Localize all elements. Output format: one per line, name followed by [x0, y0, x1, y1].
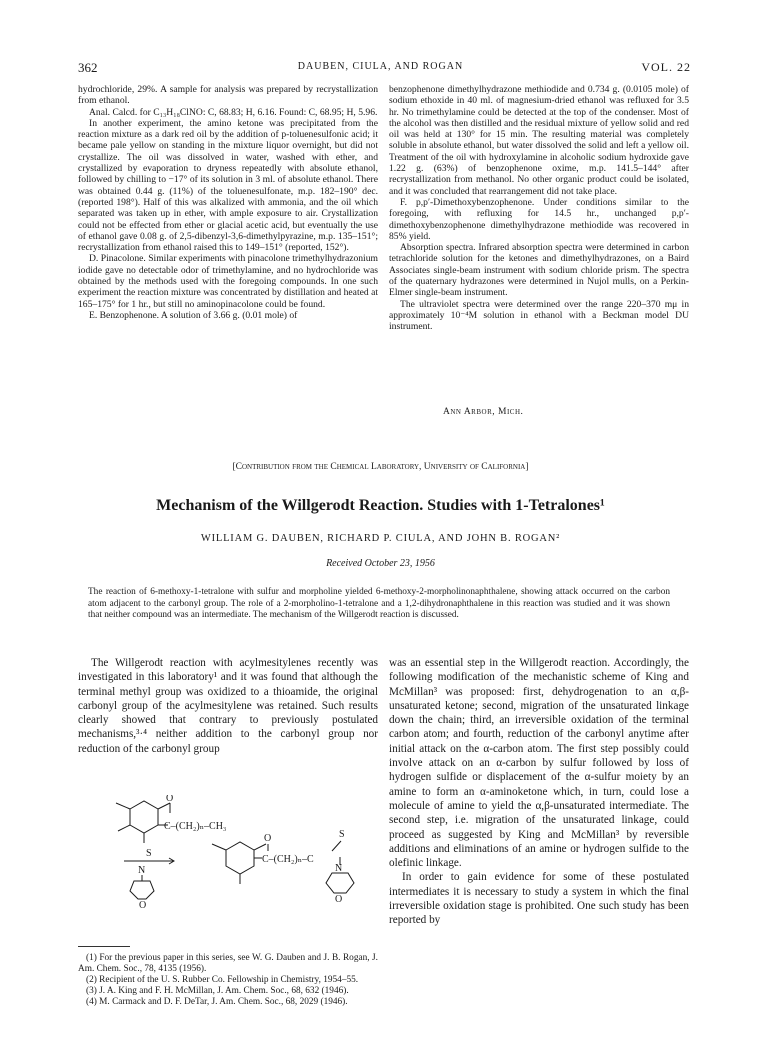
footnote: (3) J. A. King and F. H. McMillan, J. Am. Chem. Soc., 68, 632 (1946). — [86, 986, 349, 996]
body-right-column — [389, 656, 689, 928]
paragraph: E. Benzophenone. A solution of 3.66 g. (0.01 mole) of — [89, 309, 298, 321]
article-title: Mechanism of the Willgerodt Reaction. Studies with 1-Tetralones¹ — [156, 497, 605, 514]
paragraph: The ultraviolet spectra were determined over the range 220–370 mμ in approximately 10⁻⁴M solution in ethanol with a Beckman model DU instrument. — [389, 298, 689, 333]
body-left-column — [78, 656, 378, 756]
paragraph: The Willgerodt reaction with acylmesitylenes recently was investigated in this laboratory¹ and it was found that although the terminal methyl group was oxidized to a thioamide, the original carbonyl group of the acylmesitylene was retained. Such results clearly showed that contrary to previously postulated mechanisms,³·⁴ neither addition to the carbonyl group nor reduction of the carbonyl group — [78, 657, 378, 755]
footnote-rule — [78, 946, 130, 947]
morpholine-oxygen: O — [335, 894, 343, 905]
contribution-line: [Contribution from the Chemical Laboratory, University of California] — [232, 462, 529, 472]
top-left-column — [78, 84, 378, 321]
paragraph: was an essential step in the Willgerodt reaction. Accordingly, the following modification of the mechanistic scheme of King and McMillan³ was proposed: first, dehydrogenation to an α,β-unsaturated ketone; second, migration of the unsaturated linkage down the chain; third, an irreversible oxidation of the terminal carbon atom; and fourth, reduction of the carbonyl anytime after initial attack on the α-carbon atom. The first step possibly could involve attack on an α-carbon by sulfur followed by loss of hydrogen sulfide or displacement of the α-sulfur moiety by an amine to form an α-aminoketone which, in turn, could lose a molecule of amine to yield the α,β-unsaturated intermediate. The second step, i.e. migration of the unsaturated linkage, could proceed as suggested by King and McMillan³ by reversible additions and eliminations of an amine or hydrogen sulfide to the olefinic linkage. — [389, 657, 689, 870]
paragraph: D. Pinacolone. Similar experiments with pinacolone trimethylhydrazonium iodide gave no detectable odor of trimethylamine, and no hydrochloride was obtained by the methods used with the foregoing compounds. In one such experiment the reaction mixture was concentrated by distillation and heated at 165–175° for 1 hr., but still no aminopinacolone could be found. — [78, 253, 378, 310]
footnote: (4) M. Carmack and D. F. DeTar, J. Am. Chem. Soc., 68, 2029 (1946). — [86, 997, 348, 1007]
chain-label: C–(CH₂)ₙ–CH₃ — [164, 821, 227, 832]
reaction-scheme — [108, 795, 378, 935]
oxygen-label: O — [264, 833, 272, 844]
footnote: (2) Recipient of the U. S. Rubber Co. Fellowship in Chemistry, 1954–55. — [86, 975, 359, 985]
footnotes — [78, 953, 378, 1008]
oxygen-label: O — [166, 795, 174, 804]
paragraph: In another experiment, the amino ketone was precipitated from the reaction mixture as a dark red oil by the addition of p-toluenesulfonic acid; it became pale yellow on standing in the mixture liquor overnight, but did not crystallize. The oil was dissolved in water, washed with ether, and crystallized by evaporation to dryness repeatedly with absolute ethanol, followed by chilling to −17° of its solution in 3 ml. of absolute ethanol. There was obtained 0.44 g. (11%) of the toluenesulfonate, m.p. 182–190° dec. (reported 198°). Half of this was alkalized with ammonia, and the oil which separated was taken up in ether, with ample exposure to air. Crystallization could not be effected from ether or glacial acetic acid, but eventually the use of ethanol gave 0.08 g. of 2,5-dibenzyl-3,6-dimethylpyrazine, m.p. 135–151°; recrystallization from ethanol raised this to 149–151° (reported, 152°). — [78, 117, 378, 254]
benzene-ring-1 — [130, 801, 158, 833]
running-title: DAUBEN, CIULA, AND ROGAN — [297, 61, 464, 72]
morpholine-oxygen: O — [139, 900, 147, 911]
footnote: (1) For the previous paper in this series, see W. G. Dauben and J. B. Rogan, J. Am. Chem. Soc., 78, 4135 (1956). — [78, 953, 378, 974]
received-date: Received October 23, 1956 — [326, 558, 435, 569]
paragraph: In order to gain evidence for some of these postulated intermediates it is necessary to study a system in which the final irreversible oxidation stage is prohibited. One such study has been reported by — [389, 871, 689, 927]
paragraph: hydrochloride, 29%. A sample for analysis was prepared by recrystallization from ethanol. — [78, 84, 378, 107]
paragraph: Absorption spectra. Infrared absorption spectra were determined in carbon tetrachloride solution for the ketones and dimethylhydrazones, on a Baird Associates single-beam instrument with sodium chloride prism. The spectra of the quaternary hydrazones were determined in Nujol mulls, on a Perkin-Elmer single-beam instrument. — [389, 242, 689, 299]
paragraph: F. p,p′-Dimethoxybenzophenone. Under conditions similar to the foregoing, with refluxing for 14.5 hr., unchanged p,p′-dimethoxybenzophenone dimethylhydrazone methiodide was recovered in 85% yield. — [389, 196, 689, 242]
abstract: The reaction of 6-methoxy-1-tetralone with sulfur and morpholine yielded 6-methoxy-2-morpholinonaphthalene, showing attack occurred on the carbon atom adjacent to the carbonyl group. The role of a 2-morpholino-1-tetralone and a 1,2-dihydronaphthalene in this reaction was studied and it was shown that neither compound was an intermediate. The mechanism of the Willgerodt reaction is discussed. — [88, 587, 670, 620]
page-number: 362 — [78, 60, 98, 75]
benzene-ring-2 — [226, 842, 254, 874]
paragraph: Anal. Calcd. for C₁₃H₁₈ClNO: C, 68.83; H, 6.16. Found: C, 68.95; H, 5.96. — [89, 106, 378, 118]
nitrogen-label: N — [335, 863, 343, 874]
chain-label: C–(CH₂)ₙ–C — [262, 854, 314, 865]
location-signature: Ann Arbor, Mich. — [443, 407, 524, 417]
paragraph: benzophenone dimethylhydrazone methiodide and 0.734 g. (0.0105 mole) of sodium ethoxide in 40 ml. of magnesium-dried ethanol was refluxed for 3.5 hr. No trimethylamine could be detected at the top of the condenser. Most of the alcohol was then distilled and the residual mixture of yellow solid and red oil was held at 130° for 15 min. The resulting material was completely soluble in absolute ethanol, but water dissolved the solid and left a yellow oil. Treatment of the oil with hydroxylamine in alcoholic sodium hydroxide gave 1.22 g. (63%) of benzophenone oxime, m.p. 141.5–144° after recrystallization from methanol. No other organic product could be isolated, and it was concluded that rearrangement did not take place. — [389, 84, 689, 197]
arrow-reagent-amine: N — [138, 865, 146, 876]
top-right-column — [389, 84, 689, 333]
author-list: WILLIAM G. DAUBEN, RICHARD P. CIULA, AND JOHN B. ROGAN² — [200, 533, 561, 544]
sulfur-label: S — [339, 829, 345, 840]
arrow-reagent-sulfur: S — [146, 848, 152, 859]
volume-label: VOL. 22 — [641, 60, 691, 74]
